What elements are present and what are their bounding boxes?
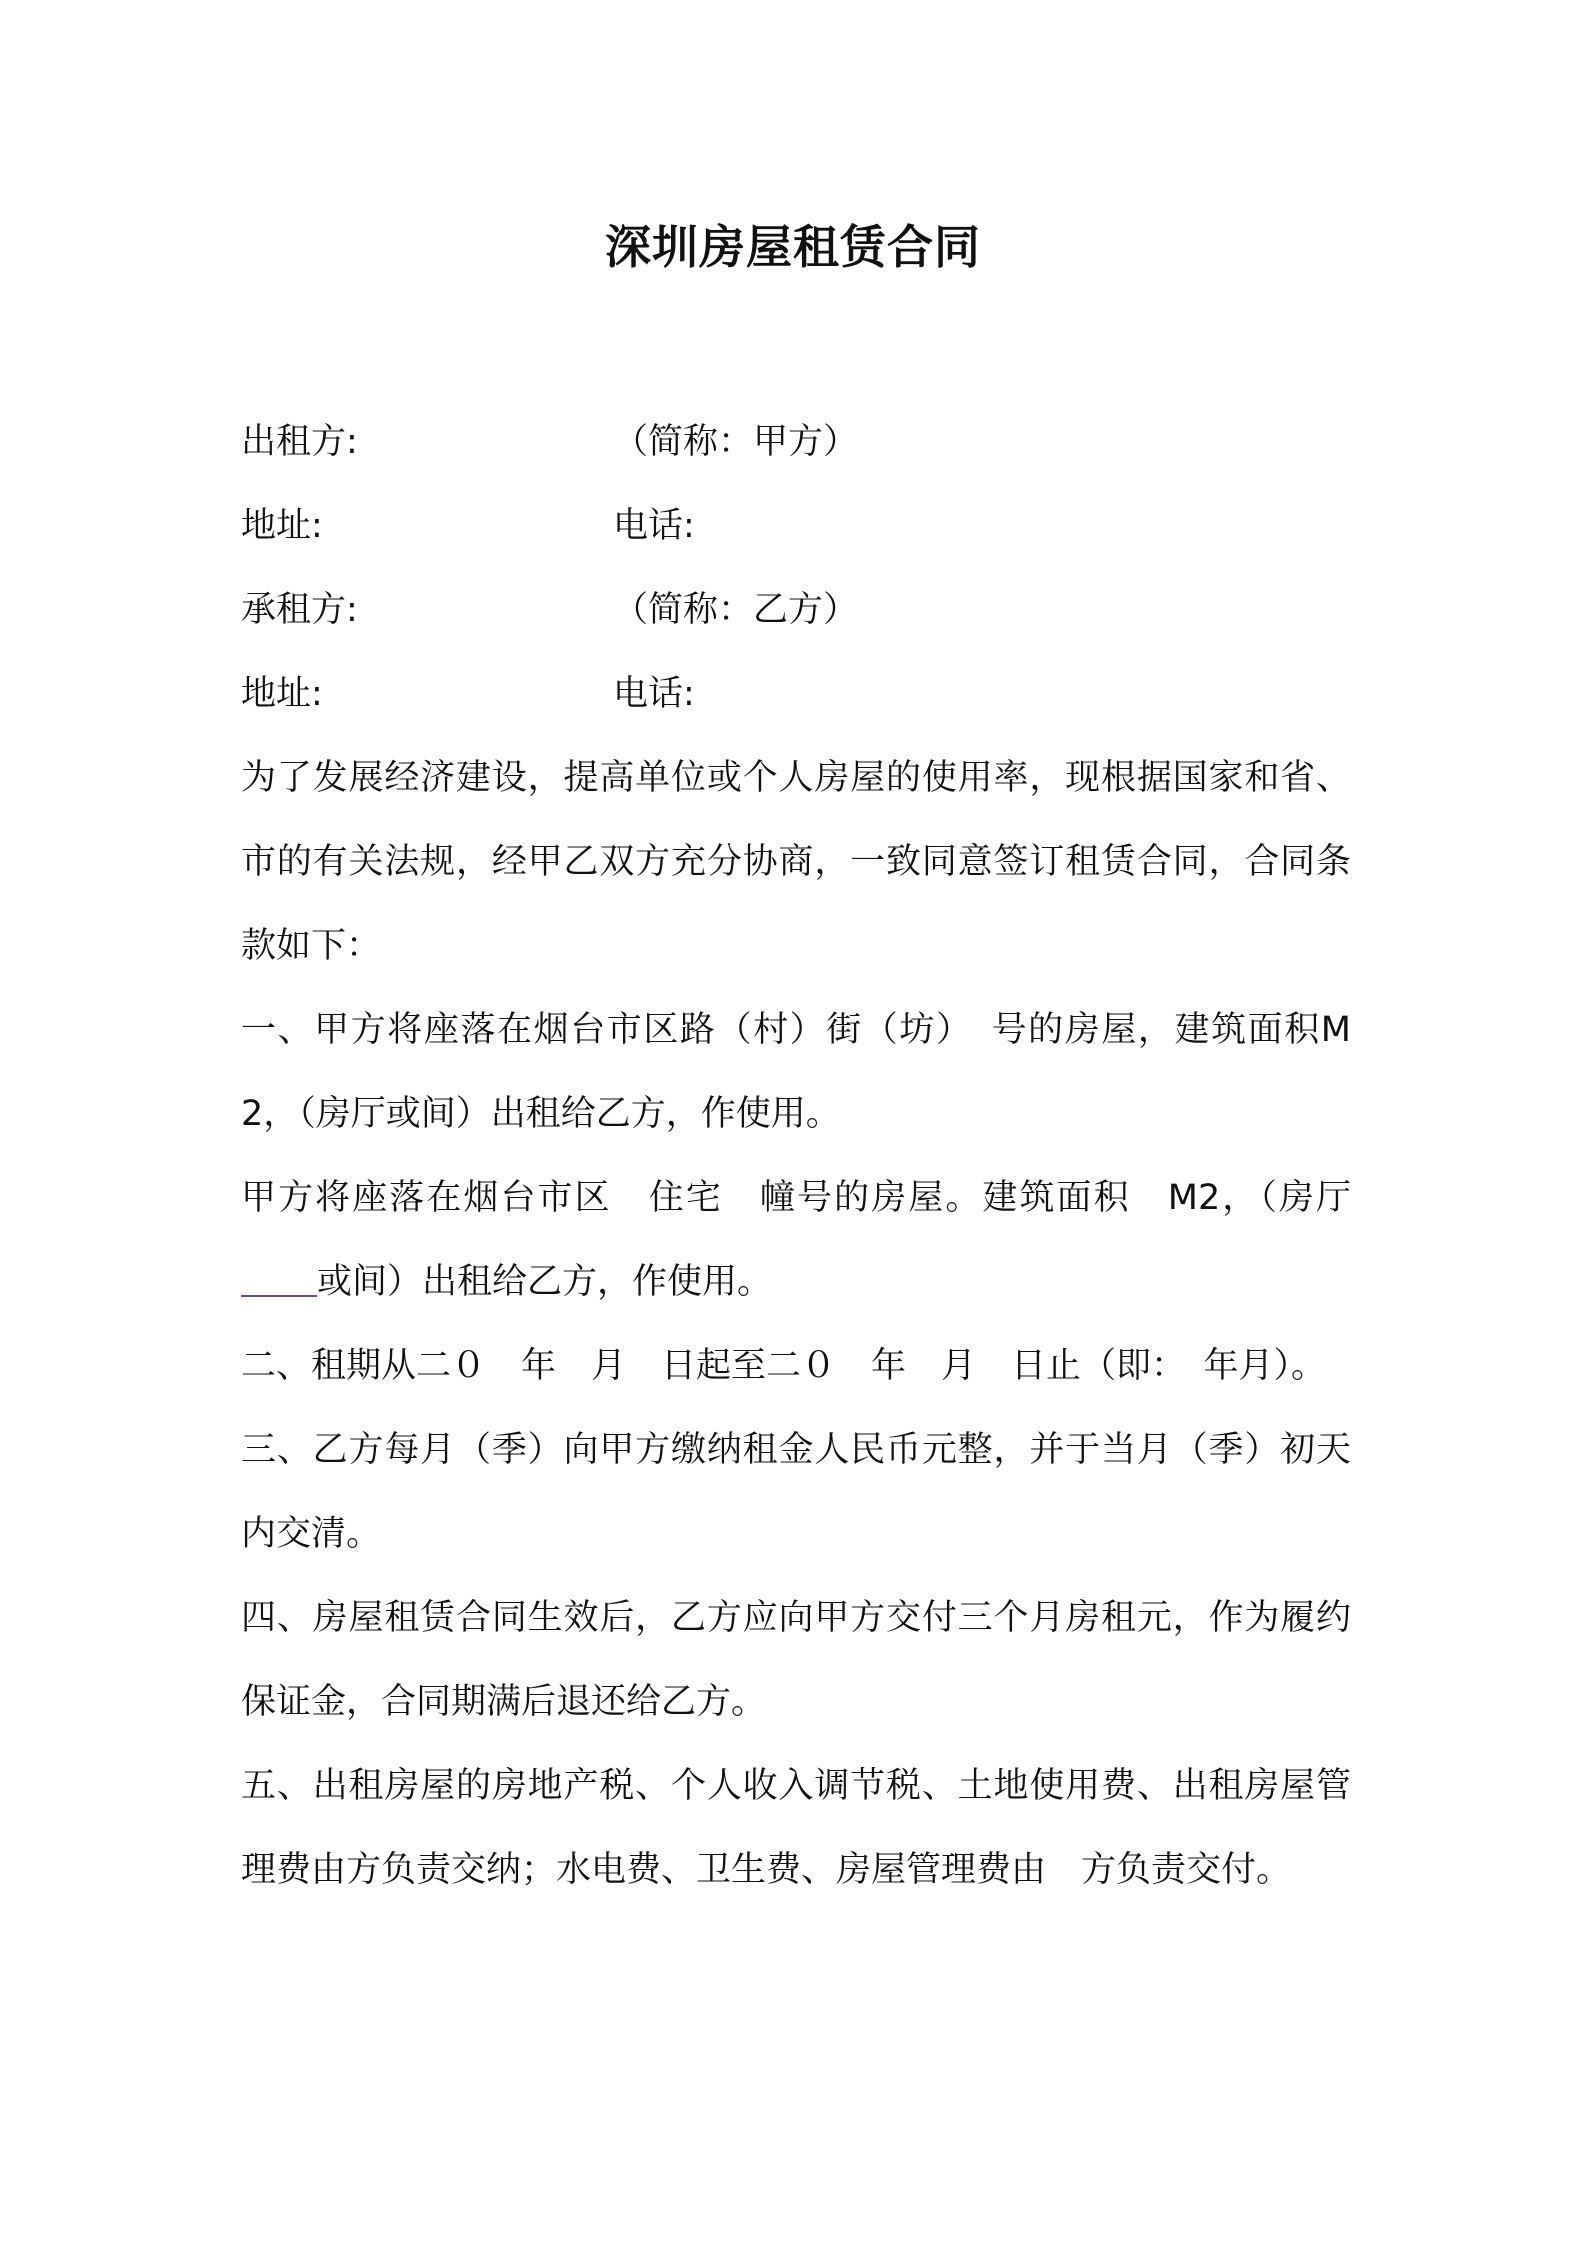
lessor-address-label: 地址: bbox=[241, 506, 323, 546]
lessor-label: 出租方: bbox=[241, 422, 358, 462]
clause-1: 一、甲方将座落在烟台市区路（村）街（坊） 号的房屋，建筑面积M2，（房厅或间）出租给乙方，作使用。 bbox=[241, 1010, 1351, 1134]
lessee-label: 承租方: bbox=[241, 590, 358, 630]
lessor-row bbox=[241, 400, 1351, 484]
lessor-phone-label: 电话: bbox=[613, 506, 695, 546]
clause-1-alternative bbox=[241, 1156, 1351, 1324]
blank-underline bbox=[241, 1257, 317, 1297]
lessee-row bbox=[241, 568, 1351, 652]
clause-3: 三、乙方每月（季）向甲方缴纳租金人民币元整，并于当月（季）初天内交清。 bbox=[241, 1430, 1351, 1554]
preamble-paragraph: 为了发展经济建设，提高单位或个人房屋的使用率，现根据国家和省、市的有关法规，经甲乙双方充分协商，一致同意签订租赁合同，合同条款如下： bbox=[241, 758, 1351, 966]
document-title: 深圳房屋租赁合同 bbox=[605, 220, 981, 274]
document-body bbox=[241, 400, 1351, 1912]
clause-2: 二、租期从二０ 年 月 日起至二０ 年 月 日止（即： 年月）。 bbox=[241, 1346, 1327, 1386]
lessee-contact-row bbox=[241, 652, 1351, 736]
clause-1-alternative-text: 甲方将座落在烟台市区 住宅 幢号的房屋。建筑面积 M2，（房厅 bbox=[241, 1178, 1351, 1218]
lessee-short-name: （简称：乙方） bbox=[613, 590, 859, 630]
lessor-short-name: （简称：甲方） bbox=[613, 422, 859, 462]
lessee-phone-label: 电话: bbox=[613, 674, 695, 714]
clause-1-alternative-text-end: 或间）出租给乙方，作使用。 bbox=[317, 1262, 773, 1302]
clause-4: 四、房屋租赁合同生效后，乙方应向甲方交付三个月房租元，作为履约保证金，合同期满后退还给乙方。 bbox=[241, 1598, 1351, 1722]
lessor-contact-row bbox=[241, 484, 1351, 568]
lessee-address-label: 地址: bbox=[241, 674, 323, 714]
clause-5: 五、出租房屋的房地产税、个人收入调节税、土地使用费、出租房屋管理费由方负责交纳；水电费、卫生费、房屋管理费由 方负责交付。 bbox=[241, 1766, 1351, 1890]
